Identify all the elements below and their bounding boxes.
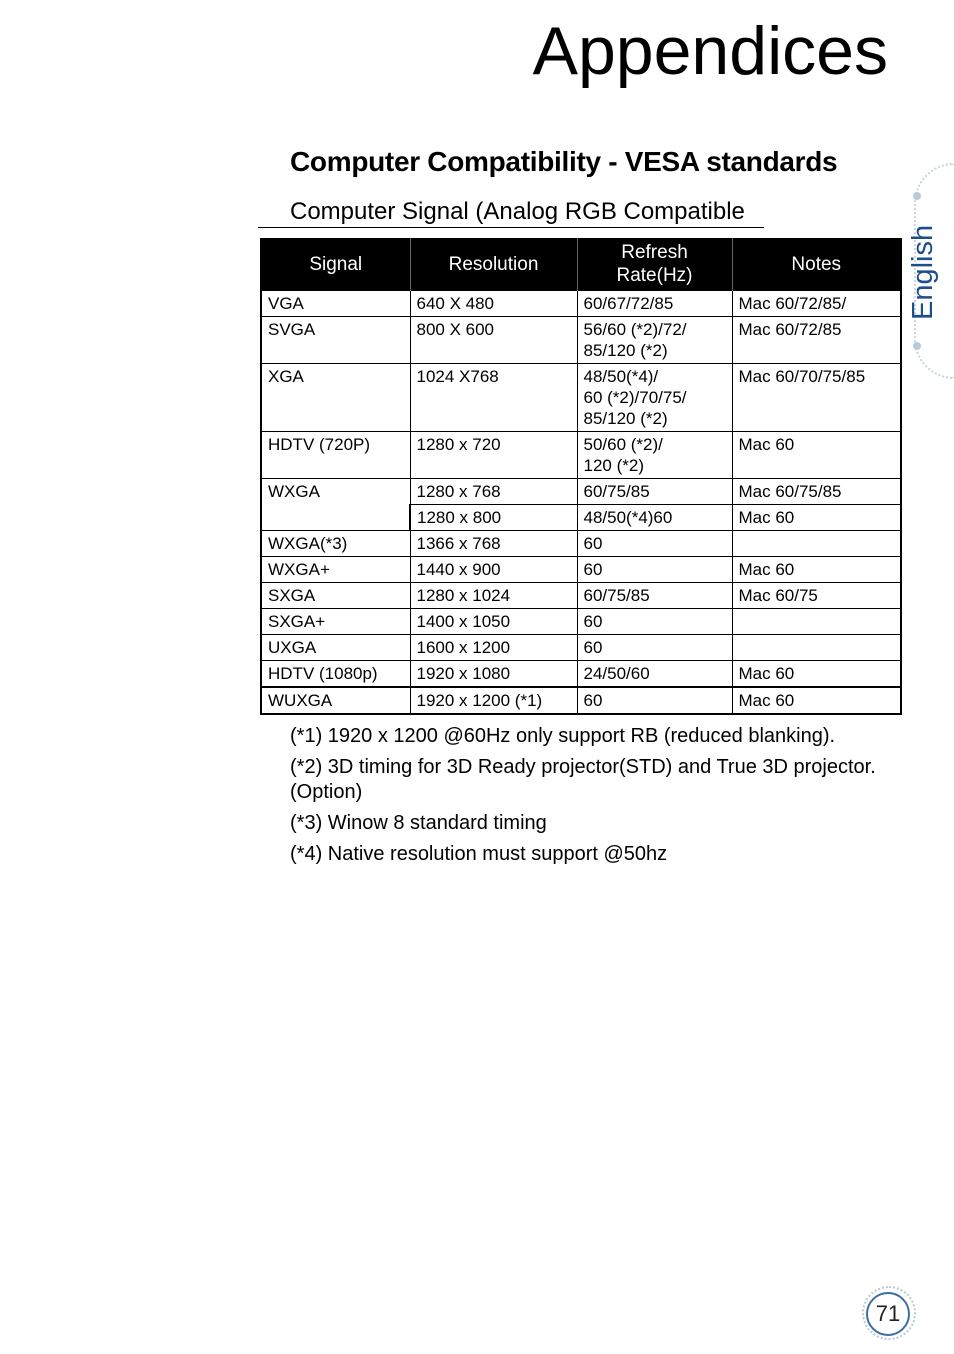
cell-resolution: 1920 x 1200 (*1)	[410, 687, 577, 714]
cell-notes: Mac 60	[732, 661, 901, 688]
tab-dot-icon	[913, 192, 921, 200]
cell-notes: Mac 60/72/85/	[732, 291, 901, 317]
cell-signal: XGA	[261, 364, 410, 432]
table-row	[261, 479, 901, 505]
cell-signal: SXGA	[261, 583, 410, 609]
subsection-title: Computer Signal (Analog RGB Compatible	[258, 197, 764, 228]
table-header-row	[261, 238, 901, 291]
cell-notes: Mac 60	[732, 687, 901, 714]
footnote: (*1) 1920 x 1200 @60Hz only support RB (reduced blanking).	[290, 725, 836, 747]
header-resolution: Resolution	[410, 238, 577, 291]
table-row	[261, 317, 901, 364]
cell-refresh: 50/60 (*2)/ 120 (*2)	[577, 432, 732, 479]
cell-refresh: 56/60 (*2)/72/ 85/120 (*2)	[577, 317, 732, 364]
cell-notes	[732, 609, 901, 635]
cell-notes	[732, 531, 901, 557]
cell-signal: VGA	[261, 291, 410, 317]
table-row	[261, 531, 901, 557]
cell-refresh: 60	[577, 609, 732, 635]
cell-notes: Mac 60/75	[732, 583, 901, 609]
table-row	[261, 661, 901, 688]
cell-signal: SXGA+	[261, 609, 410, 635]
cell-signal: WXGA	[261, 479, 410, 531]
cell-resolution: 1280 x 768	[410, 479, 577, 505]
cell-signal: HDTV (1080p)	[261, 661, 410, 688]
table-row	[261, 364, 901, 432]
cell-notes: Mac 60/75/85	[732, 479, 901, 505]
footnotes	[290, 724, 910, 873]
cell-refresh: 48/50(*4)/ 60 (*2)/70/75/ 85/120 (*2)	[577, 364, 732, 432]
cell-resolution: 1366 x 768	[410, 531, 577, 557]
cell-resolution: 1440 x 900	[410, 557, 577, 583]
cell-signal: SVGA	[261, 317, 410, 364]
language-label: English	[907, 224, 939, 320]
chapter-title: Appendices	[532, 13, 888, 89]
cell-notes	[732, 635, 901, 661]
cell-resolution: 1280 x 1024	[410, 583, 577, 609]
header-signal: Signal	[261, 238, 410, 291]
cell-resolution: 1280 x 800	[410, 505, 577, 531]
cell-refresh: 60/67/72/85	[577, 291, 732, 317]
cell-notes: Mac 60/70/75/85	[732, 364, 901, 432]
section-title: Computer Compatibility - VESA standards	[290, 146, 838, 177]
cell-refresh: 60/75/85	[577, 583, 732, 609]
cell-signal: HDTV (720P)	[261, 432, 410, 479]
cell-refresh: 60	[577, 635, 732, 661]
cell-resolution: 1600 x 1200	[410, 635, 577, 661]
cell-resolution: 1400 x 1050	[410, 609, 577, 635]
table-row	[261, 583, 901, 609]
cell-refresh: 60/75/85	[577, 479, 732, 505]
cell-resolution: 640 X 480	[410, 291, 577, 317]
footnote: (*3) Winow 8 standard timing	[290, 812, 547, 834]
cell-signal: UXGA	[261, 635, 410, 661]
cell-signal: WXGA+	[261, 557, 410, 583]
table-row	[261, 291, 901, 317]
page-number: 71	[866, 1292, 910, 1336]
cell-resolution: 800 X 600	[410, 317, 577, 364]
cell-notes: Mac 60	[732, 432, 901, 479]
footnote: (*2) 3D timing for 3D Ready projector(STD) and True 3D projector. (Option)	[290, 756, 876, 803]
cell-notes: Mac 60	[732, 557, 901, 583]
table-row	[261, 557, 901, 583]
table-row	[261, 687, 901, 714]
vesa-compatibility-table	[260, 238, 902, 715]
cell-notes: Mac 60/72/85	[732, 317, 901, 364]
cell-signal: WUXGA	[261, 687, 410, 714]
cell-resolution: 1280 x 720	[410, 432, 577, 479]
cell-signal: WXGA(*3)	[261, 531, 410, 557]
cell-refresh: 24/50/60	[577, 661, 732, 688]
tab-dot-icon	[913, 342, 921, 350]
table-row	[261, 635, 901, 661]
cell-resolution: 1920 x 1080	[410, 661, 577, 688]
header-notes: Notes	[732, 238, 901, 291]
cell-notes: Mac 60	[732, 505, 901, 531]
header-refresh-rate: Refresh Rate(Hz)	[577, 238, 732, 291]
cell-refresh: 60	[577, 557, 732, 583]
table-row	[261, 609, 901, 635]
cell-refresh: 60	[577, 531, 732, 557]
cell-refresh: 60	[577, 687, 732, 714]
footnote: (*4) Native resolution must support @50hz	[290, 843, 668, 865]
cell-refresh: 48/50(*4)60	[577, 505, 732, 531]
table-row	[261, 432, 901, 479]
cell-resolution: 1024 X768	[410, 364, 577, 432]
